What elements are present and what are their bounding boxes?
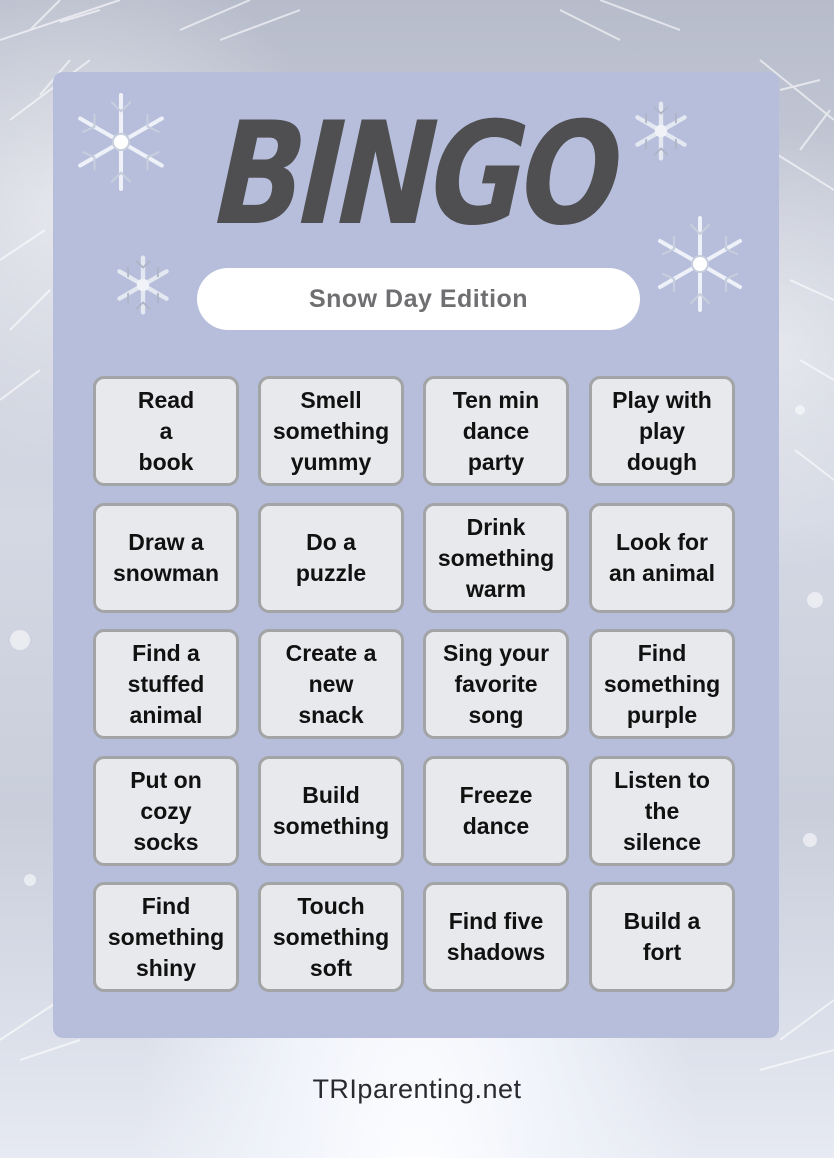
snowflake-icon (112, 254, 174, 316)
bingo-cell[interactable] (258, 882, 404, 992)
bingo-cell-text: Sing your favorite song (442, 639, 550, 728)
bingo-cell-text: Look for an animal (608, 529, 716, 586)
bingo-cell-text: Find something shiny (107, 892, 225, 981)
page-title: BINGO (212, 92, 622, 257)
subtitle-badge (197, 268, 640, 330)
bingo-cell[interactable] (258, 376, 404, 486)
bingo-cell[interactable] (423, 756, 569, 866)
bingo-cell-text: Find something purple (603, 639, 721, 728)
website-footer: TRIparenting.net (312, 1074, 522, 1104)
bingo-cell-text: Find a stuffed animal (127, 639, 205, 728)
bingo-cell-text: Build a fort (623, 908, 701, 965)
bingo-cell[interactable] (589, 629, 735, 739)
bingo-cell[interactable] (258, 629, 404, 739)
bingo-cell[interactable] (93, 629, 239, 739)
bingo-cell[interactable] (93, 503, 239, 613)
bingo-cell-text: Listen to the silence (614, 766, 710, 855)
bingo-cell[interactable] (93, 882, 239, 992)
bingo-cell-text: Play with play dough (612, 386, 712, 475)
bingo-cell[interactable] (589, 756, 735, 866)
bingo-cell-text: Draw a snowman (112, 529, 220, 586)
bingo-cell[interactable] (93, 376, 239, 486)
bingo-cell-text: Read a book (137, 386, 195, 475)
bingo-cell-text: Build something (272, 782, 390, 839)
bingo-cell[interactable] (423, 882, 569, 992)
bingo-cell-text: Put on cozy socks (130, 766, 202, 855)
bingo-cell-text: Freeze dance (459, 782, 533, 839)
bingo-cell-text: Drink something warm (437, 513, 555, 602)
bingo-cell[interactable] (589, 376, 735, 486)
bingo-cell[interactable] (258, 503, 404, 613)
bingo-cell[interactable] (423, 376, 569, 486)
bingo-cell[interactable] (258, 756, 404, 866)
bingo-cell-text: Do a puzzle (295, 529, 367, 586)
bingo-cell[interactable] (589, 882, 735, 992)
bingo-cell-text: Create a new snack (285, 639, 377, 728)
bingo-cell[interactable] (589, 503, 735, 613)
bingo-cell-text: Smell something yummy (272, 386, 390, 475)
subtitle-text: Snow Day Edition (308, 284, 529, 313)
bingo-cell-text: Touch something soft (272, 892, 390, 981)
bingo-cell[interactable] (423, 503, 569, 613)
bingo-cell[interactable] (423, 629, 569, 739)
bingo-cell[interactable] (93, 756, 239, 866)
bingo-cell-text: Find five shadows (446, 908, 546, 965)
bingo-cell-text: Ten min dance party (452, 386, 540, 475)
